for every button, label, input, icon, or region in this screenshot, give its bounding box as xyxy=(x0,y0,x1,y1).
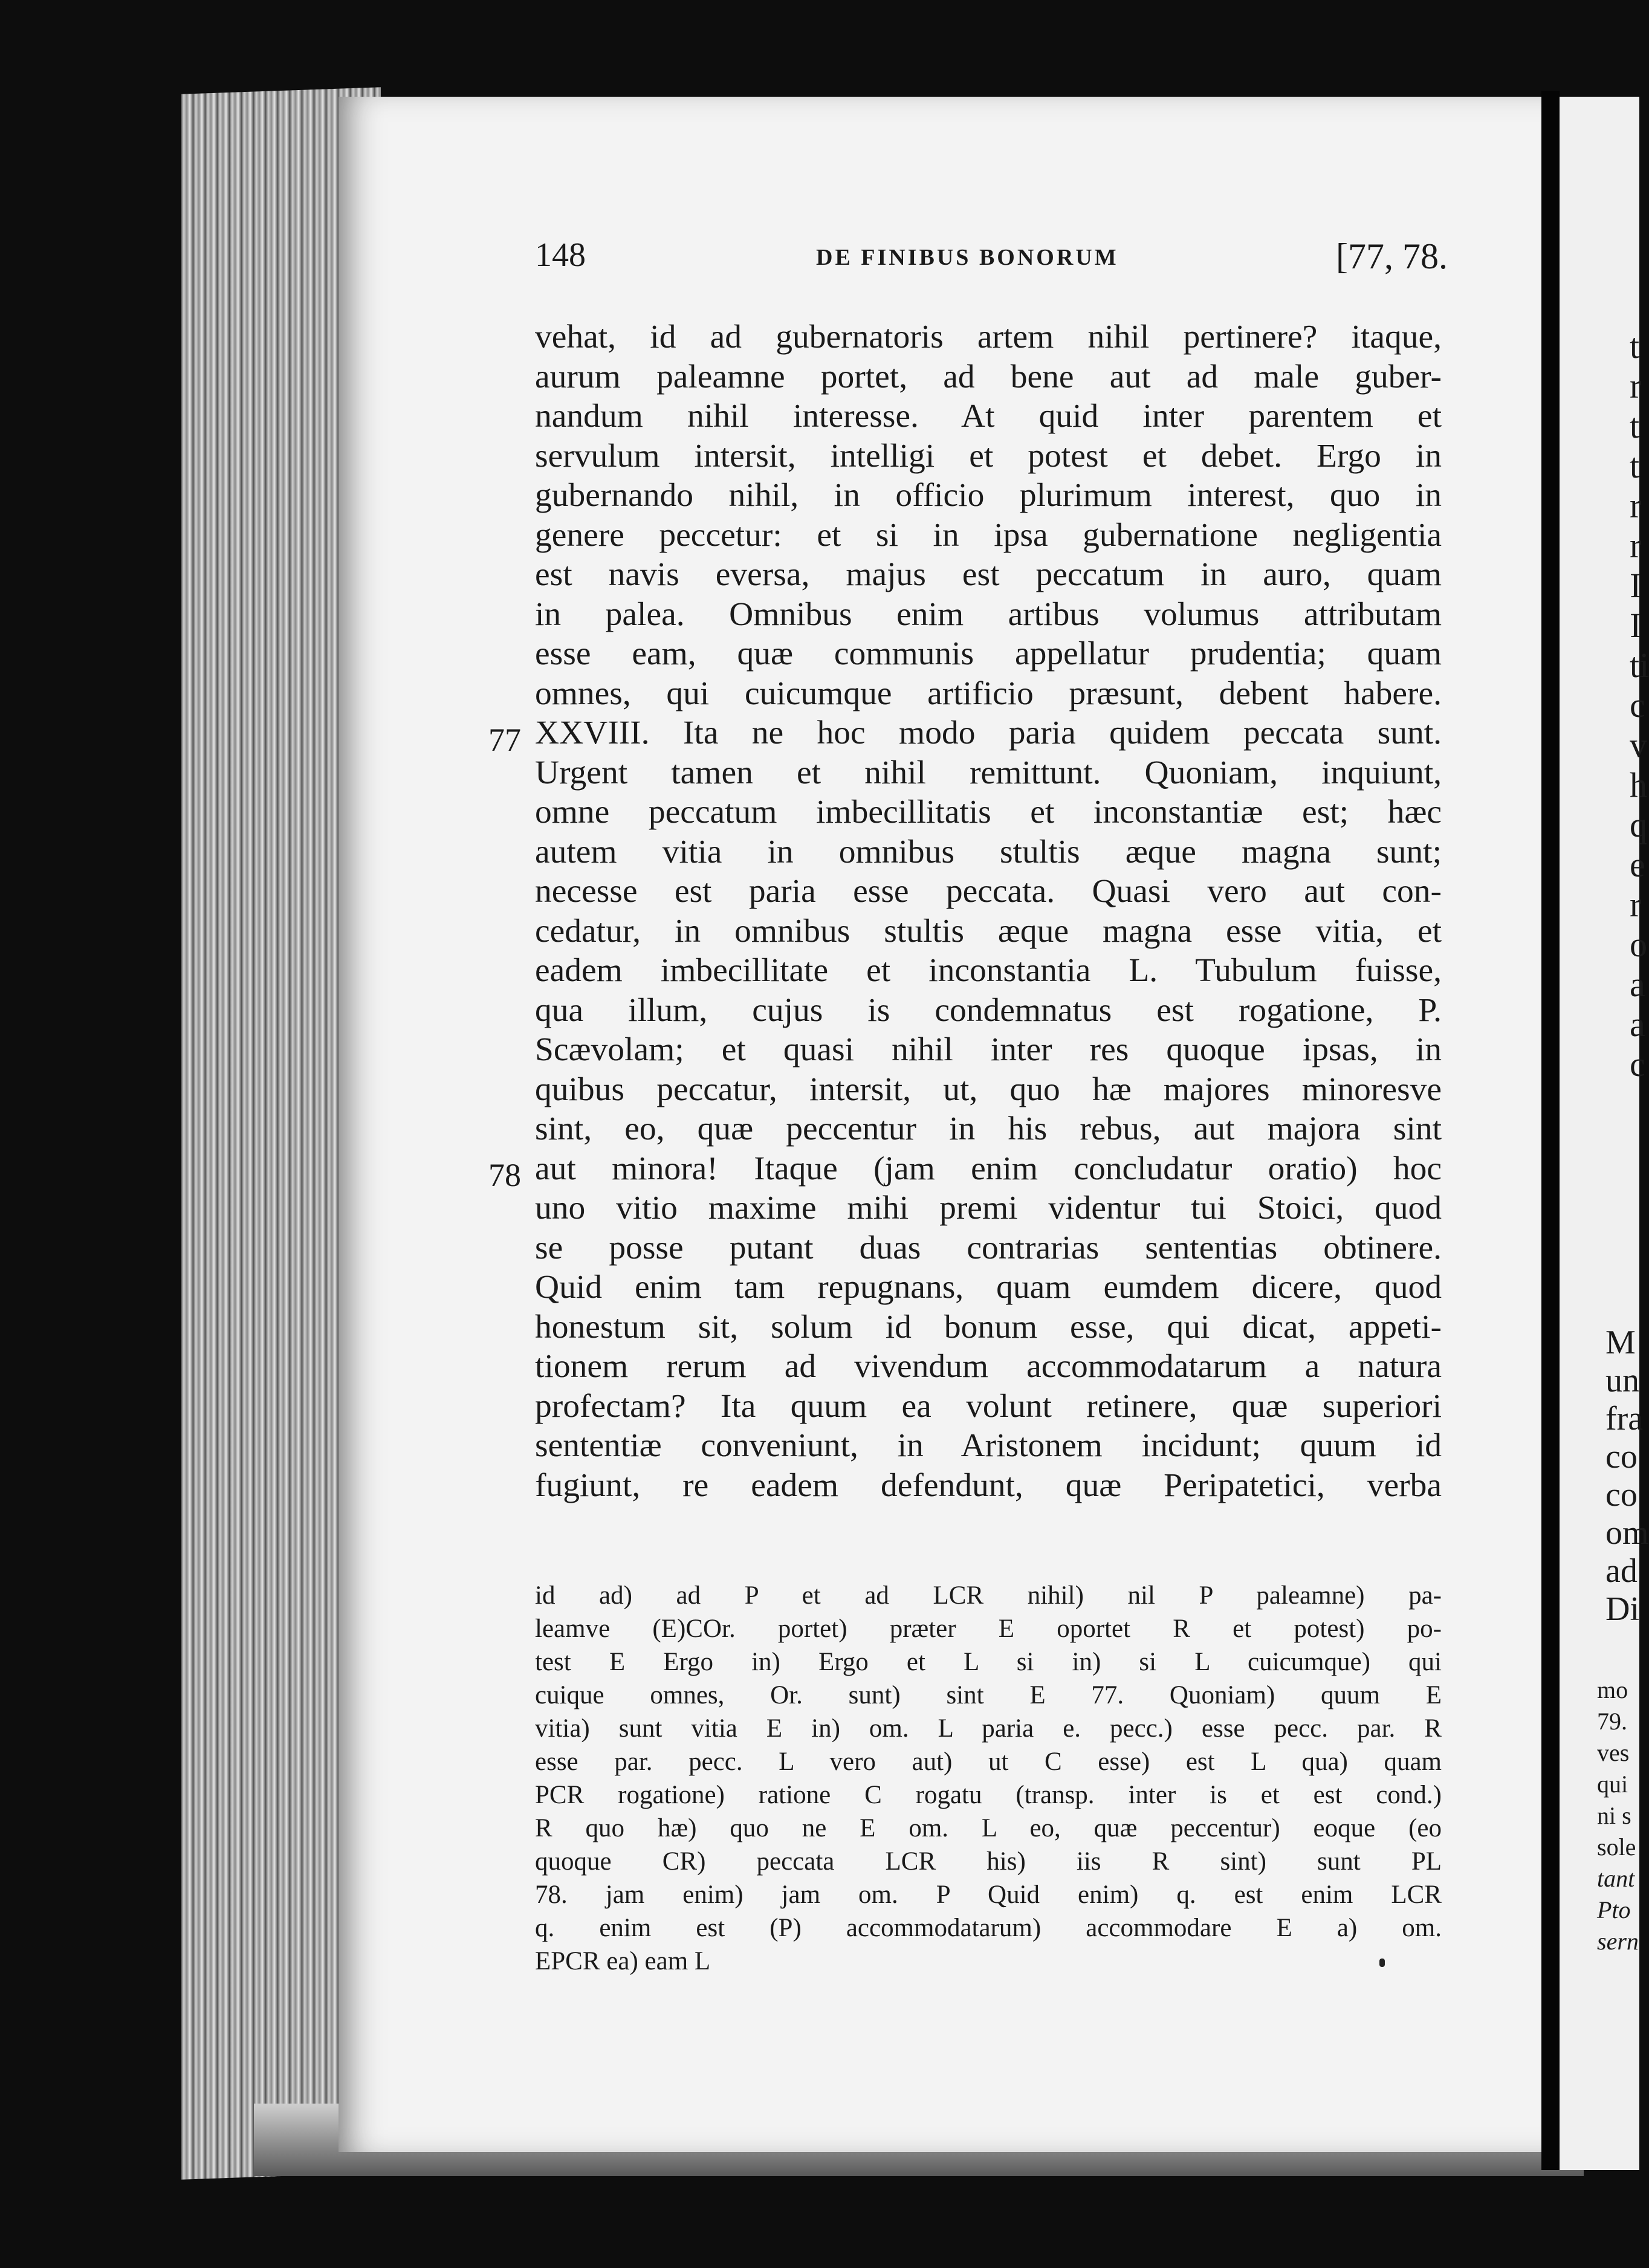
fragment-line: ti xyxy=(1630,646,1649,685)
apparatus-line: leamve (E)COr. portet) præter E oportet R et potest) po- xyxy=(535,1615,1442,1643)
fragment-line: a xyxy=(1630,965,1645,1004)
fragment-line: 79. xyxy=(1597,1708,1627,1735)
main-text xyxy=(535,317,1442,1505)
fragment-line: c xyxy=(1630,1045,1645,1084)
fragment-line: I xyxy=(1630,606,1642,645)
page-number: 148 xyxy=(535,236,586,274)
text-line: vehat, id ad gubernatoris artem nihil pertinere? itaque, xyxy=(535,319,1442,355)
fragment-line: r xyxy=(1630,885,1642,924)
text-line: aurum paleamne portet, ad bene aut ad male guber- xyxy=(535,358,1442,395)
fragment-line: h xyxy=(1630,765,1647,805)
text-line: esse eam, quæ communis appellatur prudentia; quam xyxy=(535,635,1442,672)
text-line: omnes, qui cuicumque artificio præsunt, debent habere. xyxy=(535,675,1442,712)
fragment-line: t xyxy=(1630,326,1640,366)
text-line: XXVIII. Ita ne hoc modo paria quidem peccata sunt. xyxy=(535,714,1442,751)
text-line: gubernando nihil, in officio plurimum interest, quo in xyxy=(535,477,1442,514)
apparatus-line: quoque CR) peccata LCR his) iis R sint) sunt PL xyxy=(535,1847,1442,1876)
running-title: DE FINIBUS BONORUM xyxy=(816,245,1119,270)
text-line: honestum sit, solum id bonum esse, qui dicat, appeti- xyxy=(535,1308,1442,1346)
text-line: profectam? Ita quum ea volunt retinere, quæ superiori xyxy=(535,1387,1442,1425)
fragment-line: qui xyxy=(1597,1771,1628,1798)
text-line: aut minora! Itaque (jam enim concludatur oratio) hoc xyxy=(535,1150,1442,1187)
fragment-line: e xyxy=(1630,845,1645,884)
text-line: cedatur, in omnibus stultis æque magna esse vitia, et xyxy=(535,912,1442,950)
fragment-line: tant xyxy=(1597,1865,1635,1892)
text-line: nandum nihil interesse. At quid inter parentem et xyxy=(535,398,1442,435)
fragment-line: sole xyxy=(1597,1833,1636,1861)
text-line: genere peccetur: et si in ipsa gubernatione negligentia xyxy=(535,516,1442,554)
fragment-line: un xyxy=(1605,1362,1639,1399)
apparatus-line: id ad) ad P et ad LCR nihil) nil P paleamne) pa- xyxy=(535,1581,1442,1610)
text-line: qua illum, cujus is condemnatus est rogatione, P. xyxy=(535,991,1442,1029)
fragment-line: ves xyxy=(1597,1739,1630,1766)
apparatus-line: 78. jam enim) jam om. P Quid enim) q. est enim LCR xyxy=(535,1881,1442,1909)
fragment-line: co xyxy=(1605,1476,1638,1514)
marginal-section-number: 78 xyxy=(488,1157,521,1193)
text-line: quibus peccatur, intersit, ut, quo hæ majores minoresve xyxy=(535,1071,1442,1108)
fragment-line: o xyxy=(1630,925,1647,964)
fragment-line: I xyxy=(1630,566,1642,605)
fragment-line: r xyxy=(1630,366,1642,406)
fragment-line: M xyxy=(1605,1324,1636,1361)
apparatus-line: esse par. pecc. L vero aut) ut C esse) est L qua) quam xyxy=(535,1748,1442,1776)
fragment-line: r xyxy=(1630,486,1642,525)
fragment-line: om xyxy=(1605,1514,1649,1552)
text-line: tionem rerum ad vivendum accommodatarum a natura xyxy=(535,1348,1442,1385)
text-line: necesse est paria esse peccata. Quasi vero aut con- xyxy=(535,873,1442,910)
book-spine xyxy=(1541,91,1560,2170)
facing-page-fragment xyxy=(1560,97,1649,2170)
text-line: servulum intersit, intelligi et potest et debet. Ergo in xyxy=(535,437,1442,475)
running-head xyxy=(535,236,1448,284)
fragment-line: r xyxy=(1630,526,1642,565)
fragment-line: t xyxy=(1630,406,1640,446)
critical-apparatus xyxy=(535,1579,1442,1978)
apparatus-line: EPCR ea) eam L xyxy=(535,1947,711,1975)
apparatus-line: q. enim est (P) accommodatarum) accommodare E a) om. xyxy=(535,1914,1442,1942)
fragment-line: q xyxy=(1630,805,1647,844)
text-line: Scævolam; et quasi nihil inter res quoque ipsas, in xyxy=(535,1031,1442,1068)
text-line: Quid enim tam repugnans, quam eumdem dicere, quod xyxy=(535,1269,1442,1306)
fragment-line: Pto xyxy=(1597,1896,1631,1923)
text-line: se posse putant duas contrarias sententias obtinere. xyxy=(535,1229,1442,1266)
fragment-line: co xyxy=(1605,1438,1638,1476)
facing-page-bottom-lines xyxy=(1605,1324,1649,1628)
text-line: autem vitia in omnibus stultis æque magna sunt; xyxy=(535,833,1442,870)
section-reference: [77, 78. xyxy=(1336,236,1448,276)
fragment-line: a xyxy=(1630,1005,1645,1044)
apparatus-line: vitia) sunt vitia E in) om. L paria e. pecc.) esse pecc. par. R xyxy=(535,1714,1442,1743)
fragment-line: t xyxy=(1630,446,1640,485)
text-line: eadem imbecillitate et inconstantia L. Tubulum fuisse, xyxy=(535,952,1442,989)
text-line: est navis eversa, majus est peccatum in auro, quam xyxy=(535,556,1442,593)
text-line: uno vitio maxime mihi premi videntur tui Stoici, quod xyxy=(535,1190,1442,1226)
text-line: in palea. Omnibus enim artibus volumus attributam xyxy=(535,595,1442,633)
apparatus-line: PCR rogatione) ratione C rogatu (transp. inter is et est cond.) xyxy=(535,1781,1442,1809)
fragment-line: ni s xyxy=(1597,1802,1631,1829)
apparatus-line: test E Ergo in) Ergo et L si in) si L cuicumque) qui xyxy=(535,1648,1442,1676)
text-line: sint, eo, quæ peccentur in his rebus, aut majora sint xyxy=(535,1110,1442,1147)
apparatus-line: cuique omnes, Or. sunt) sint E 77. Quoniam) quum E xyxy=(535,1681,1442,1709)
fragment-line: ad xyxy=(1605,1552,1638,1590)
text-line: omne peccatum imbecillitatis et inconstantiæ est; hæc xyxy=(535,794,1442,831)
facing-page-top-letters xyxy=(1630,326,1649,1084)
apparatus-line: R quo hæ) quo ne E om. L eo, quæ peccentur) eoque (eo xyxy=(535,1814,1442,1842)
fragment-line: v xyxy=(1630,725,1647,765)
fragment-line: fra xyxy=(1605,1400,1644,1437)
fragment-line: c xyxy=(1630,685,1645,725)
text-line: Urgent tamen et nihil remittunt. Quoniam, inquiunt, xyxy=(535,754,1442,791)
fragment-line: mo xyxy=(1597,1676,1628,1703)
text-line: fugiunt, re eadem defendunt, quæ Peripatetici, verba xyxy=(535,1466,1442,1504)
marginal-section-number: 77 xyxy=(488,722,521,758)
ink-speck xyxy=(1379,1959,1385,1967)
fragment-line: sern xyxy=(1597,1928,1639,1955)
fragment-line: Di xyxy=(1605,1590,1639,1628)
text-line: sententiæ conveniunt, in Aristonem incidunt; quum id xyxy=(535,1427,1442,1464)
facing-page-note-lines xyxy=(1597,1674,1639,1957)
